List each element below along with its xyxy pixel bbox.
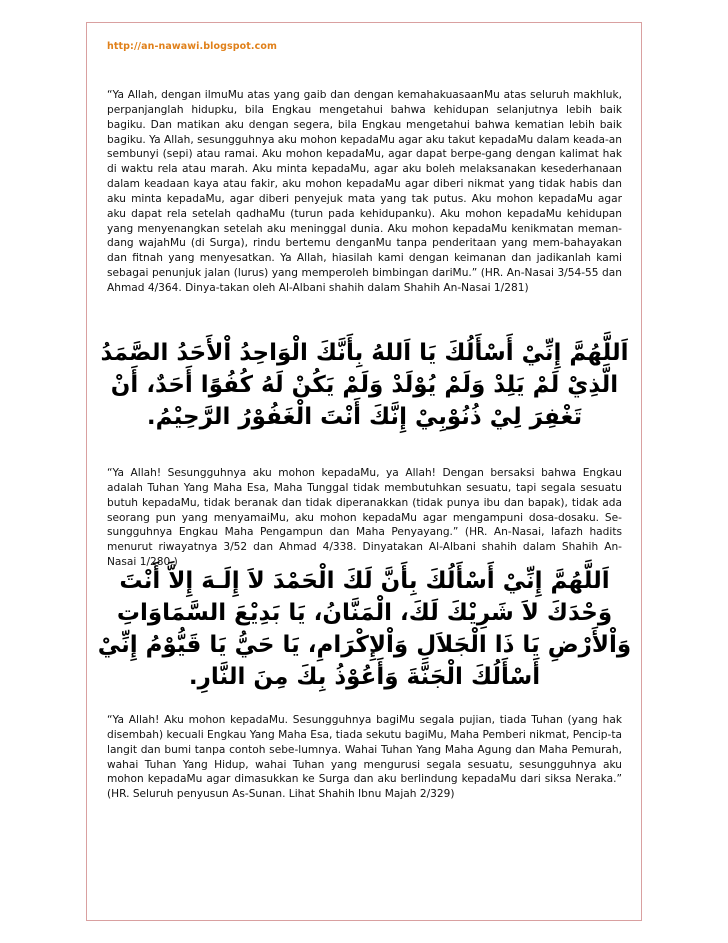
arabic-prayer-1: اَللَّهُمَّ إِنِّيْ أَسْأَلُكَ يَا اَللهُ بِأَنَّكَ الْوَاحِدُ اْلأَحَدُ الصَّمَدُ الَّذِيْ لَمْ يَلِدْ وَلَمْ يُوْلَدْ وَلَمْ يَكُنْ لَهُ كُفُوًا أَحَدٌ، أَنْ تَغْفِرَ لِيْ ذُنُوْبِيْ إِنَّكَ أَنْتَ الْغَفُوْرُ الرَّحِيْمُ. <box>100 340 629 430</box>
arabic-prayer-2: اَللَّهُمَّ إِنِّيْ أَسْأَلُكَ بِأَنَّ لَكَ الْحَمْدَ لاَ إِلَـهَ إِلاَّ أَنْتَ وَحْدَكَ لاَ شَرِيْكَ لَكَ، الْمَنَّانُ، يَا بَدِيْعَ السَّمَاوَاتِ وَاْلأَرْضِ يَا ذَا الْجَلاَلِ وَاْلإِكْرَامِ، يَا حَيُّ يَا قَيُّوْمُ إِنِّيْ أَسْأَلُكَ الْجَنَّةَ وَأَعُوْذُ بِكَ مِنَ النَّارِ. <box>97 568 632 690</box>
paragraph-translation-3: “Ya Allah! Aku mohon kepadaMu. Sesungguhnya bagiMu segala pujian, tiada Tuhan (yang hak disembah) kecuali Engkau Yang Maha Esa, tiada sekutu bagiMu, Maha Pemberi nikmat, Pencip-ta langit dan bumi tanpa contoh sebe-lumnya. Wahai Tuhan Yang Maha Agung dan Maha Pemurah, wahai Tuhan Yang Hidup, wahai Tuhan yang mengurusi segala sesuatu, sesungguhnya aku mohon kepadaMu agar dimasukkan ke Surga dan aku berlindung kepadaMu dari siksa Neraka.” (HR. Seluruh penyusun As-Sunan. Lihat Shahih Ibnu Majah 2/329) <box>107 714 622 801</box>
paragraph-translation-2: “Ya Allah! Sesungguhnya aku mohon kepadaMu, ya Allah! Dengan bersaksi bahwa Engkau adalah Tuhan Yang Maha Esa, Maha Tunggal tidak membutuhkan sesuatu, tapi segala sesuatu butuh kepadaMu, tidak beranak dan tidak diperanakkan (tidak punya ibu dan bapak), tidak ada seorang pun yang menyamaiMu, aku mohon kepadaMu agar mengampuni dosa-dosaku. Se-sungguhnya Engkau Maha Pengampun dan Maha Penyayang.” (HR. An-Nasai, lafazh hadits menurut riwayatnya 3/52 dan Ahmad 4/338. Dinyatakan Al-Albani shahih dalam Shahih An-Nasai 1/280.) <box>107 467 622 569</box>
paragraph-translation-1: “Ya Allah, dengan ilmuMu atas yang gaib dan dengan kemahakuasaanMu atas seluruh makhluk, perpanjanglah hidupku, bila Engkau mengetahui bahwa kehidupan selanjutnya lebih baik bagiku. Dan matikan aku dengan segera, bila Engkau mengetahui bahwa kematian lebih baik bagiku. Ya Allah, sesungguhnya aku mohon kepadaMu agar aku takut kepadaMu dalam keada-an sembunyi (sepi) atau ramai. Aku mohon kepadaMu, agar dapat berpe-gang dengan kalimat hak di waktu rela atau marah. Aku minta kepadaMu, agar aku boleh melaksanakan kesederhanaan dalam keadaan kaya atau fakir, aku mohon kepadaMu agar diberi nikmat yang tidak habis dan aku minta kepadaMu, agar diberi penyejuk mata yang tak putus. Aku mohon kepadaMu agar aku dapat rela setelah qadhaMu (turun pada kehidupanku). Aku mohon kepadaMu kehidupan yang menyenangkan setelah aku meninggal dunia. Aku mohon kepadaMu kenikmatan meman-dang wajahMu (di Surga), rindu bertemu denganMu tanpa penderitaan yang mem-bahayakan dan fitnah yang menyesatkan. Ya Allah, hiasilah kami dengan keimanan dan jadikanlah kami sebagai penunjuk jalan (lurus) yang memperoleh bimbingan dariMu.” (HR. An-Nasai 3/54-55 dan Ahmad 4/364. Dinya-takan oleh Al-Albani shahih dalam Shahih An-Nasai 1/281) <box>107 89 622 294</box>
blog-url-header: http://an-nawawi.blogspot.com <box>107 41 277 52</box>
